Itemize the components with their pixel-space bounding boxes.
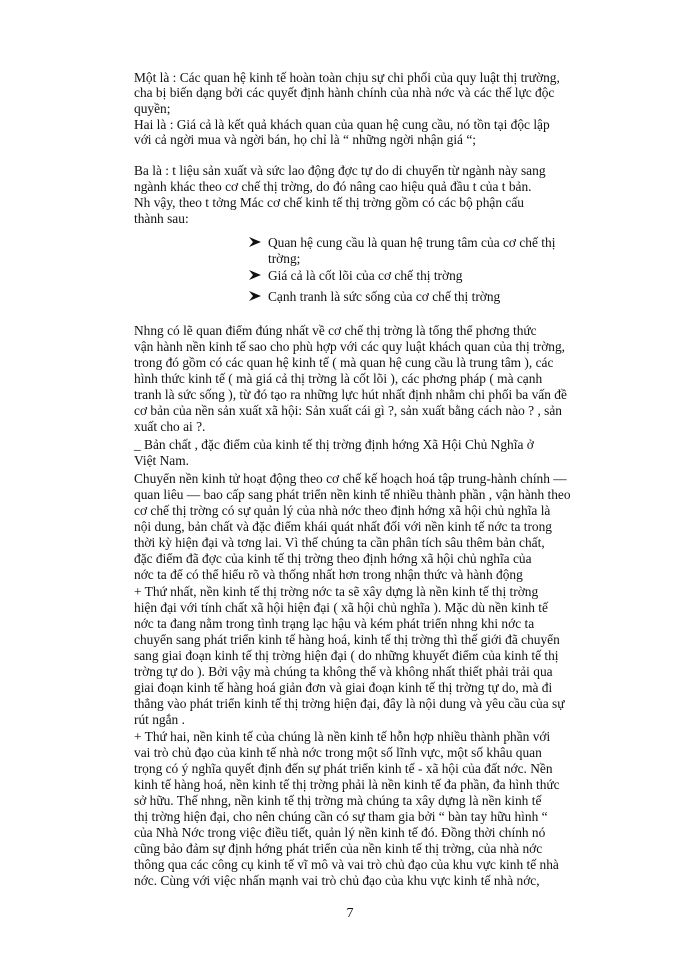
paragraph-line: trọng có ý nghĩa quyết định đến sự phát triển kinh tế - xã hội của đất nớc. Nền [134,761,553,776]
paragraph-line: kinh tế hàng hoá, nền kinh tế thị trờng phải là nền kinh tế đa phần, đa hình thức [134,777,560,792]
page-number: 7 [346,906,354,921]
paragraph-line: vận hành nền kinh tế sao cho phù hợp với các quy luật khách quan của thị trờng, [134,339,566,354]
paragraph-line: Chuyển nền kinh tử hoạt động theo cơ chế kế hoạch hoá tập trung-hành chính — [134,471,567,486]
bullet-item: Cạnh tranh là sức sống của cơ chế thị trờng [248,289,500,305]
paragraph-line: + Thứ hai, nền kinh tế của chúng là nền kinh tế hỗn hợp nhiều thành phần với [134,729,551,744]
paragraph-line: thời kỳ hiện đại và tơng lai. Vì thế chúng ta cần phân tích sâu thêm bản chất, [134,535,545,550]
paragraph-line: trong đó gồm có các quan hệ kinh tế ( mà quan hệ cung cầu là trung tâm ), các [134,355,554,370]
paragraph-line: cơ bản của nền sản xuất xã hội: Sản xuất cái gì ?, sản xuất bằng cách nào ? , sản [134,403,562,418]
paragraph-line: Hai là : Giá cả là kết quả khách quan của quan hệ cung cầu, nó tồn tại độc lập [134,117,550,132]
paragraph-line: Ba là : t liệu sản xuất và sức lao động đợc tự do di chuyển từ ngành này sang [134,163,546,178]
paragraph-line: của Nhà Nớc trong việc điều tiết, quản lý nền kinh tế đó. Đồng thời chính nó [134,825,546,840]
paragraph-line: cũng bảo đảm sự định hớng phát triển của nền kinh tế thị trờng, của nhà nớc [134,841,543,856]
paragraph-line: Một là : Các quan hệ kinh tế hoàn toàn chịu sự chi phối của quy luật thị trường, [134,70,560,85]
paragraph-line: thông qua các công cụ kinh tế vĩ mô và vai trò chủ đạo của khu vực kinh tế nhà [134,857,559,872]
arrow-bullet-icon [248,269,262,281]
paragraph-line: vai trò chủ đạo của kinh tế nhà nớc trong một số lĩnh vực, một số khâu quan [134,745,542,760]
paragraph-line: tranh là sức sống ), từ đó tạo ra những lực hút nhất định nhằm chi phối ba vấn đề [134,387,567,402]
paragraph-line: với cả ngời mua và ngời bán, họ chỉ là “ những ngời nhận giá “; [134,132,476,147]
paragraph-line: trờng tự do ). Bởi vậy mà chúng ta không thể và không nhất thiết phải trải qua [134,664,553,679]
paragraph-line: ngành khác theo cơ chế thị trờng, do đó nâng cao hiệu quả đầu t của t bản. [134,179,532,194]
paragraph-line: thị trờng hiện đại, cho nên chúng cần có sự tham gia bởi “ bàn tay hữu hình “ [134,809,548,824]
arrow-bullet-icon [248,290,262,302]
paragraph-line: quan liêu — bao cấp sang phát triển nền kinh tế nhiều thành phần , vận hành theo [134,487,571,502]
paragraph-line: sang giai đoạn kinh tế thị trờng hiện đại ( do những khuyết điểm của kinh tế thị [134,648,559,663]
section-heading: Việt Nam. [134,453,189,468]
paragraph-line: sở hữu. Thế nhng, nền kinh tế thị trờng mà chúng ta xây dựng là nền kinh tế [134,793,542,808]
paragraph-line: cha bị biến dạng bởi các quyết định hành chính của nhà nớc và các thế lực độc [134,85,555,100]
paragraph-line: nớc ta đang nằm trong tình trạng lạc hậu và kém phát triển nhng khi nớc ta [134,616,535,631]
paragraph-line: + Thứ nhất, nền kinh tế thị trờng nớc ta sẽ xây dựng là nền kinh tế thị trờng [134,584,539,599]
bullet-item-continuation: trờng; [268,251,301,266]
paragraph-line: nớc ta để có thể hiểu rõ và thống nhất hơn trong nhận thức và hành động [134,567,523,582]
paragraph-line: Nhng có lẽ quan điểm đúng nhất về cơ chế thị trờng là tổng thể phơng thức [134,323,537,338]
paragraph-line: hiện đại với tính chất xã hội hiện đại ( xã hội chủ nghĩa ). Mặc dù nền kinh tế [134,600,548,615]
paragraph-line: giai đoạn kinh tế hàng hoá giản đơn và giai đoạn kinh tế thị trờng tự do, mà đi [134,680,553,695]
paragraph-line: chuyển sang phát triển kinh tế hàng hoá, kinh tế thị trờng thì thế giới đã chuyển [134,632,560,647]
paragraph-line: hình thức kinh tế ( mà giá cả thị trờng là cốt lõi ), các phơng pháp ( mà cạnh [134,371,543,386]
paragraph-line: xuất cho ai ?. [134,419,206,434]
paragraph-line: nội dung, bản chất và đặc điểm khái quát nhất đối với nền kinh tế nớc ta trong [134,519,553,534]
arrow-bullet-icon [248,236,262,248]
bullet-item: Quan hệ cung cầu là quan hệ trung tâm của cơ chế thị [248,235,555,251]
paragraph-line: thành sau: [134,211,189,226]
paragraph-line: thẳng vào phát triển kinh tế thị trờng hiện đại, đây là nội dung và yêu cầu của sự [134,696,565,711]
paragraph-line: cơ chế thị trờng có sự quản lý của nhà nớc theo định hớng xã hội chủ nghĩa là [134,503,551,518]
paragraph-line: nớc. Cùng với việc nhấn mạnh vai trò chủ đạo của khu vực kinh tế nhà nớc, [134,873,540,888]
bullet-item: Giá cả là cốt lõi của cơ chế thị trờng [248,268,463,284]
paragraph-line: quyền; [134,101,171,116]
paragraph-line: rút ngắn . [134,712,185,727]
paragraph-line: Nh vậy, theo t tởng Mác cơ chế kinh tế thị trờng gồm có các bộ phận cấu [134,195,524,210]
paragraph-line: đặc điểm đã đợc của kinh tế thị trờng theo định hớng xã hội chủ nghĩa của [134,551,532,566]
section-heading: _ Bản chất , đặc điểm của kinh tế thị trờng định hớng Xã Hội Chủ Nghĩa ở [134,437,534,452]
